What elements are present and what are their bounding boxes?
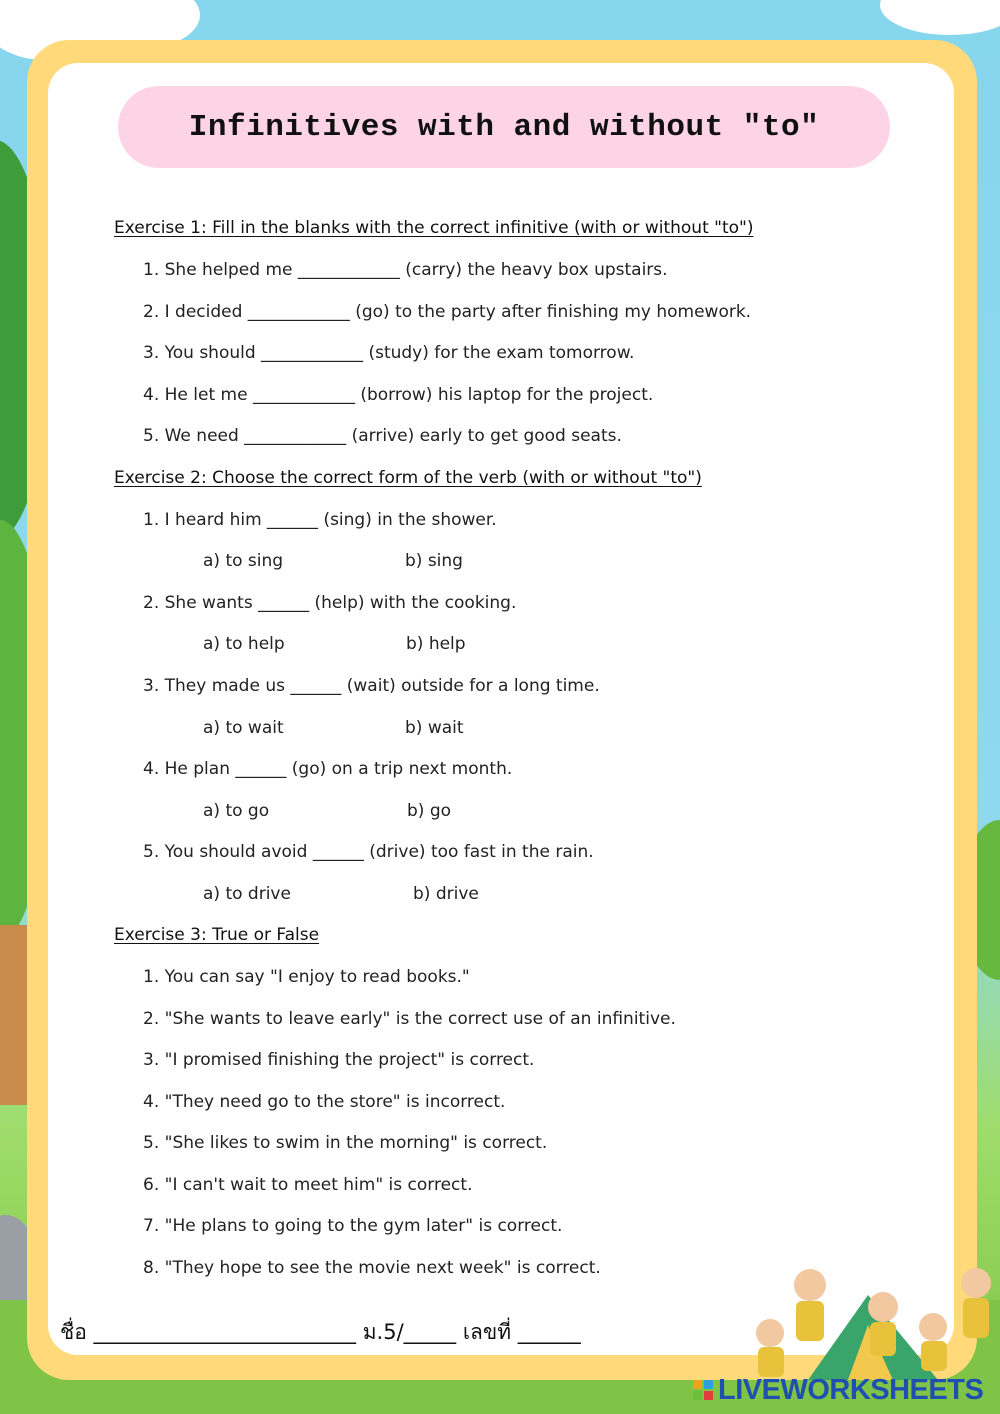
- option-b[interactable]: b) go: [407, 801, 452, 821]
- exercise-3-item: 7. "He plans to going to the gym later" is correct.: [143, 1216, 563, 1236]
- option-a[interactable]: a) to drive: [203, 884, 291, 904]
- exercise-3-item: 3. "I promised finishing the project" is correct.: [143, 1050, 535, 1070]
- student-info-line: ชื่อ _________________________ ม.5/_____ เลขที่ ______: [60, 1320, 581, 1344]
- exercise-3-item: 5. "She likes to swim in the morning" is correct.: [143, 1133, 548, 1153]
- exercise-3-heading: Exercise 3: True or False: [114, 925, 320, 945]
- exercise-2-question: 3. They made us ______ (wait) outside for a long time.: [143, 676, 600, 696]
- worksheet-paper: [48, 63, 954, 1355]
- exercise-2-question: 4. He plan ______ (go) on a trip next month.: [143, 759, 513, 779]
- exercise-2-heading: Exercise 2: Choose the correct form of the verb (with or without "to"): [114, 468, 702, 488]
- exercise-2-question: 1. I heard him ______ (sing) in the shower.: [143, 510, 497, 530]
- liveworksheets-logo-icon: [693, 1380, 713, 1400]
- exercise-1-heading: Exercise 1: Fill in the blanks with the correct infinitive (with or without "to"): [114, 218, 754, 238]
- exercise-1-item: 2. I decided ____________ (go) to the party after finishing my homework.: [143, 302, 752, 322]
- exercise-3-item: 1. You can say "I enjoy to read books.": [143, 967, 470, 987]
- option-a[interactable]: a) to go: [203, 801, 270, 821]
- page-title: Infinitives with and without "to": [188, 109, 820, 145]
- exercise-1-item: 1. She helped me ____________ (carry) the heavy box upstairs.: [143, 260, 668, 280]
- exercise-3-item: 8. "They hope to see the movie next week" is correct.: [143, 1258, 601, 1278]
- title-banner: [118, 86, 890, 168]
- exercise-3-item: 6. "I can't wait to meet him" is correct.: [143, 1175, 473, 1195]
- option-a[interactable]: a) to sing: [203, 551, 284, 571]
- option-b[interactable]: b) drive: [413, 884, 479, 904]
- brand-watermark: LIVEWORKSHEETS: [718, 1374, 984, 1406]
- exercise-1-item: 4. He let me ____________ (borrow) his laptop for the project.: [143, 385, 654, 405]
- exercise-3-item: 4. "They need go to the store" is incorrect.: [143, 1092, 506, 1112]
- option-b[interactable]: b) help: [406, 634, 466, 654]
- fence-decoration: [0, 925, 30, 1105]
- exercise-2-question: 5. You should avoid ______ (drive) too fast in the rain.: [143, 842, 594, 862]
- option-a[interactable]: a) to wait: [203, 718, 284, 738]
- exercise-1-item: 3. You should ____________ (study) for the exam tomorrow.: [143, 343, 635, 363]
- exercise-3-item: 2. "She wants to leave early" is the correct use of an infinitive.: [143, 1009, 676, 1029]
- exercise-1-item: 5. We need ____________ (arrive) early to get good seats.: [143, 426, 622, 446]
- option-b[interactable]: b) sing: [405, 551, 463, 571]
- exercise-2-question: 2. She wants ______ (help) with the cooking.: [143, 593, 517, 613]
- option-a[interactable]: a) to help: [203, 634, 285, 654]
- scout-kids-illustration: [748, 1255, 1000, 1380]
- option-b[interactable]: b) wait: [405, 718, 464, 738]
